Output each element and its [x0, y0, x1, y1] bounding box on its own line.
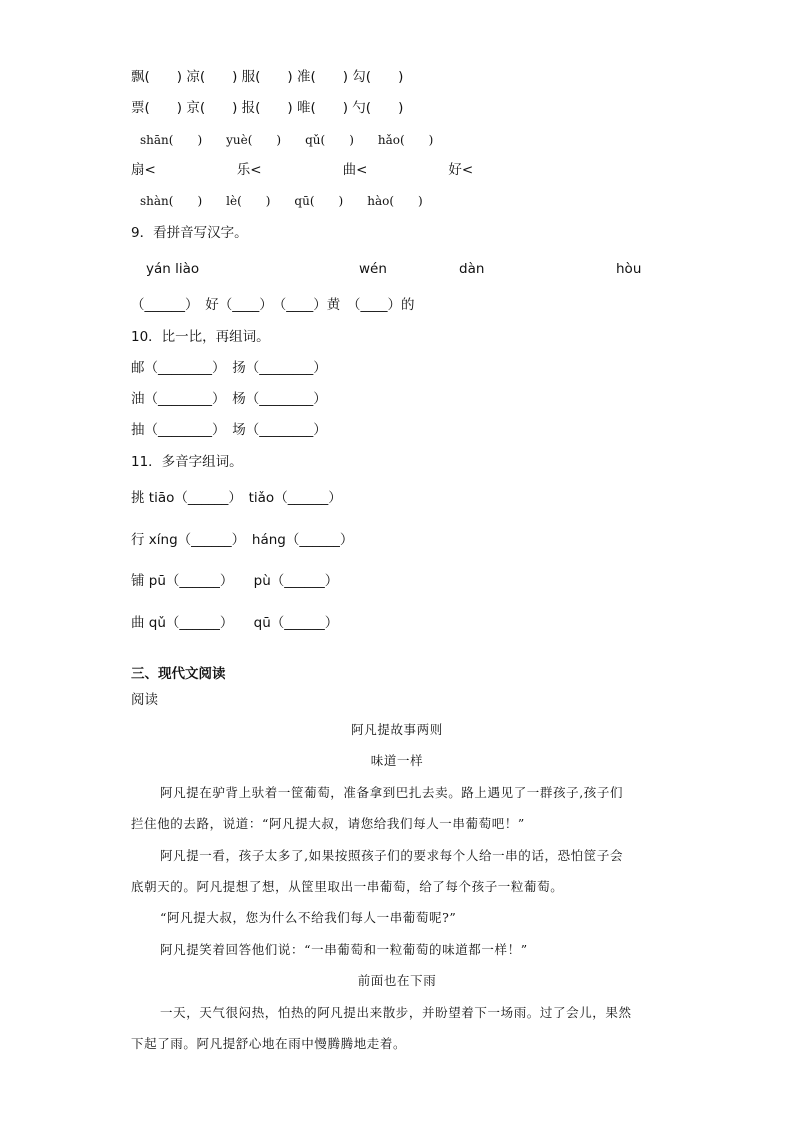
polyphone-chars-row: 扇< 乐< 曲< 好< — [131, 162, 474, 178]
q11-row-2[interactable]: 行 xíng（______） háng（______） — [131, 532, 354, 548]
section-3-heading: 三、现代文阅读 — [131, 666, 226, 682]
story-1-para-2-line-1: 阿凡提一看，孩子太多了,如果按照孩子们的要求每个人给一串的话，恐怕筐子会 — [160, 848, 624, 863]
q10-row-2[interactable]: 油（________） 杨（________） — [131, 391, 327, 407]
story-1-para-1-line-2: 拦住他的去路，说道：“阿凡提大叔，请您给我们每人一串葡萄吧！” — [131, 816, 525, 831]
q9-pinyin-4: hòu — [616, 261, 642, 277]
story-1-para-3: “阿凡提大叔，您为什么不给我们每人一串葡萄呢?” — [160, 910, 457, 925]
story-2-title: 前面也在下雨 — [357, 973, 437, 988]
q11-row-1[interactable]: 挑 tiāo（______） tiǎo（______） — [131, 490, 342, 506]
passage-title: 阿凡提故事两则 — [351, 722, 443, 737]
q9-answer-row[interactable]: （______） 好（____） （____）黄 （____）的 — [131, 297, 415, 313]
question-10-title: 10．比一比，再组词。 — [131, 329, 270, 345]
char-compare-row-1: 飘( ) 凉( ) 服( ) 准( ) 勾( ) — [131, 69, 404, 85]
reading-label: 阅读 — [131, 692, 158, 708]
question-11-title: 11．多音字组词。 — [131, 454, 243, 470]
story-1-title: 味道一样 — [370, 753, 424, 768]
q9-pinyin-3: dàn — [459, 261, 485, 277]
q10-row-1[interactable]: 邮（________） 扬（________） — [131, 360, 327, 376]
q11-row-4[interactable]: 曲 qǔ（______） qū（______） — [131, 615, 339, 631]
q9-pinyin-2: wén — [359, 261, 387, 277]
pinyin-row-1: shān( ) yuè( ) qǔ( ) hǎo( ) — [140, 133, 434, 147]
q10-row-3[interactable]: 抽（________） 场（________） — [131, 422, 327, 438]
question-9-title: 9．看拼音写汉字。 — [131, 225, 248, 241]
story-1-para-1-line-1: 阿凡提在驴背上驮着一筐葡萄，准备拿到巴扎去卖。路上遇见了一群孩子,孩子们 — [160, 785, 624, 800]
story-1-para-2-line-2: 底朝天的。阿凡提想了想，从筐里取出一串葡萄，给了每个孩子一粒葡萄。 — [131, 879, 564, 894]
q11-row-3[interactable]: 铺 pū（______） pù（______） — [131, 573, 339, 589]
q9-pinyin-1: yán liào — [146, 261, 200, 277]
story-1-para-4: 阿凡提笑着回答他们说：“一串葡萄和一粒葡萄的味道都一样！” — [160, 942, 528, 957]
pinyin-row-2: shàn( ) lè( ) qū( ) hào( ) — [140, 194, 423, 208]
story-2-para-1-line-2: 下起了雨。阿凡提舒心地在雨中慢腾腾地走着。 — [131, 1036, 407, 1051]
story-2-para-1-line-1: 一天，天气很闷热，怕热的阿凡提出来散步，并盼望着下一场雨。过了会儿，果然 — [160, 1005, 632, 1020]
char-compare-row-2: 票( ) 京( ) 报( ) 唯( ) 勺( ) — [131, 100, 404, 116]
